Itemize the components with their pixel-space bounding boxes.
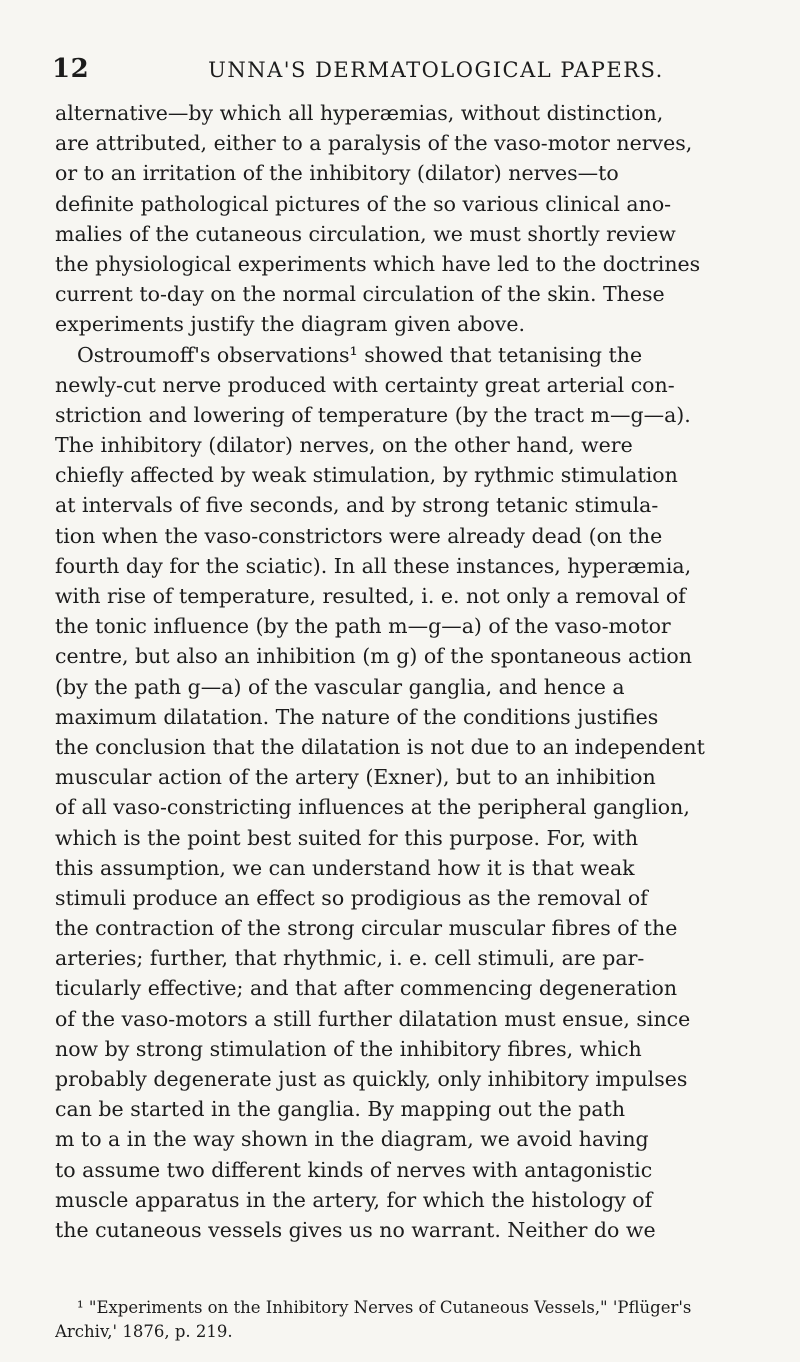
running-title: UNNA'S DERMATOLOGICAL PAPERS. (208, 58, 664, 82)
text-line: are attributed, either to a paralysis of the vaso-motor nerves, (55, 131, 693, 156)
body-text (55, 98, 765, 1245)
page-header (52, 54, 760, 88)
text-line: with rise of temperature, resulted, i. e. not only a removal of (55, 584, 686, 608)
text-line: m to a in the way shown in the diagram, we avoid having (55, 1127, 649, 1152)
text-line: newly-cut nerve produced with certainty great arterial con- (55, 372, 675, 397)
text-line: probably degenerate just as quickly, only inhibitory impulses (55, 1067, 688, 1091)
text-line: definite pathological pictures of the so various clinical ano- (55, 191, 672, 216)
text-line: this assumption, we can understand how it is that weak (55, 855, 635, 880)
text-line: experiments justify the diagram given above. (55, 312, 526, 337)
text-line: The inhibitory (dilator) nerves, on the other hand, were (55, 433, 633, 458)
text-line: Ostroumoff's observations¹ showed that tetanising the (77, 342, 643, 367)
text-line: ticularly effective; and that after commencing degeneration (55, 976, 678, 1001)
page-number: 12 (52, 54, 90, 84)
text-line: now by strong stimulation of the inhibitory fibres, which (55, 1036, 642, 1061)
text-line: can be started in the ganglia. By mapping out the path (55, 1097, 626, 1122)
text-line: alternative—by which all hyperæmias, without distinction, (55, 101, 664, 125)
text-line: at intervals of five seconds, and by strong tetanic stimula- (55, 493, 659, 518)
text-line: which is the point best suited for this purpose. For, with (55, 825, 639, 850)
text-line: tion when the vaso-constrictors were already dead (on the (55, 523, 663, 548)
text-line: or to an irritation of the inhibitory (dilator) nerves—to (55, 161, 619, 186)
text-line: chiefly affected by weak stimulation, by rythmic stimulation (55, 463, 678, 488)
text-line: of all vaso-constricting influences at the peripheral ganglion, (55, 795, 690, 820)
text-line: the cutaneous vessels gives us no warrant. Neither do we (55, 1217, 656, 1242)
text-line: to assume two different kinds of nerves with antagonistic (55, 1157, 653, 1182)
text-line: fourth day for the sciatic). In all these instances, hyperæmia, (55, 553, 692, 578)
text-line: (by the path g—a) of the vascular ganglia, and hence a (55, 674, 625, 699)
text-line: muscular action of the artery (Exner), but to an inhibition (55, 765, 656, 790)
text-line: current to-day on the normal circulation of the skin. These (55, 282, 665, 307)
text-line: centre, but also an inhibition (m g) of the spontaneous action (55, 644, 692, 669)
footnote-line: ¹ "Experiments on the Inhibitory Nerves of Cutaneous Vessels," 'Pflüger's (77, 1298, 692, 1317)
footnote-line: Archiv,' 1876, p. 219. (55, 1322, 233, 1341)
text-line: muscle apparatus in the artery, for which the histology of (55, 1187, 653, 1212)
text-line: stimuli produce an effect so prodigious as the removal of (55, 885, 648, 910)
text-line: malies of the cutaneous circulation, we must shortly review (55, 221, 676, 246)
text-line: the conclusion that the dilatation is not due to an independent (55, 734, 705, 759)
text-line: the physiological experiments which have led to the doctrines (55, 251, 701, 276)
text-line: maximum dilatation. The nature of the conditions justifies (55, 704, 659, 729)
text-line: striction and lowering of temperature (by the tract m—g—a). (55, 402, 691, 427)
text-line: of the vaso-motors a still further dilatation must ensue, since (55, 1006, 691, 1031)
text-line: the tonic influence (by the path m—g—a) of the vaso-motor (55, 614, 671, 639)
footnote (55, 1296, 765, 1344)
text-line: the contraction of the strong circular muscular fibres of the (55, 916, 678, 941)
text-line: arteries; further, that rhythmic, i. e. cell stimuli, are par- (55, 946, 645, 971)
